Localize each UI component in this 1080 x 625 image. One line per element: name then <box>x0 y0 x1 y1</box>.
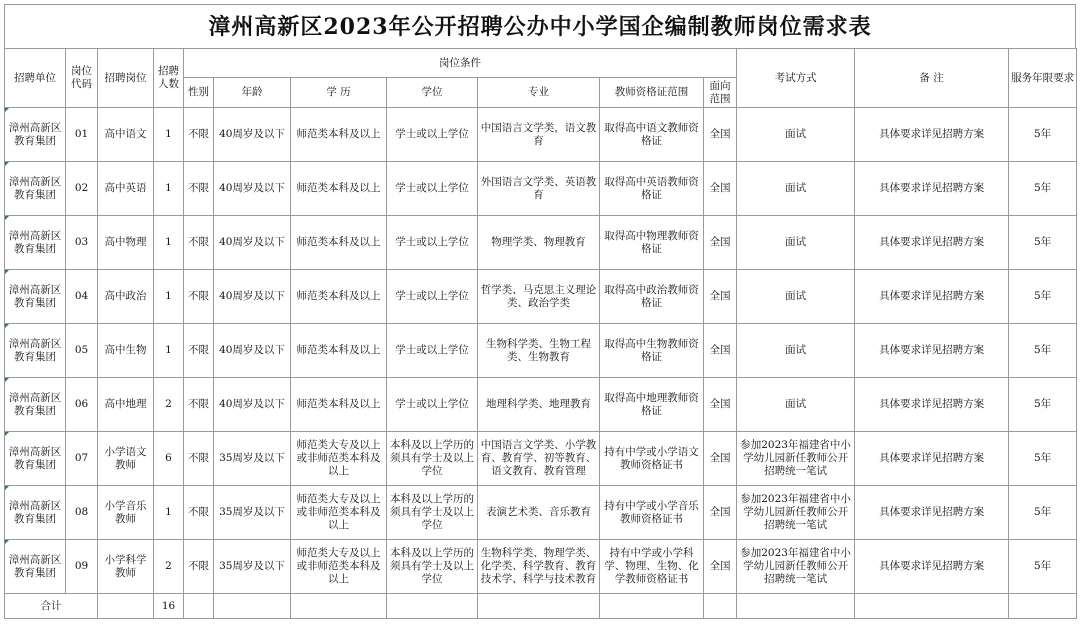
cell-unit-text: 漳州高新区教育集团 <box>8 337 62 363</box>
table-row <box>5 162 1077 216</box>
cell-age: 40周岁及以下 <box>214 270 291 324</box>
cell-marker-icon <box>5 108 9 112</box>
total-empty-cell <box>98 594 154 619</box>
total-empty-cell <box>291 594 387 619</box>
cell-count: 1 <box>154 324 184 378</box>
cell-service: 5年 <box>1009 324 1077 378</box>
cell-position: 小学音乐教师 <box>98 486 154 540</box>
cell-count: 2 <box>154 378 184 432</box>
cell-unit-text: 漳州高新区教育集团 <box>8 283 62 309</box>
cell-cert: 取得高中物理教师资格证 <box>600 216 704 270</box>
cell-unit <box>5 432 66 486</box>
cell-degree: 学士或以上学位 <box>387 324 478 378</box>
cell-remark: 具体要求详见招聘方案 <box>855 216 1009 270</box>
cell-scope: 全国 <box>704 108 737 162</box>
table-body <box>5 108 1077 619</box>
cell-major: 地理科学类、地理教育 <box>478 378 600 432</box>
cell-code: 07 <box>66 432 98 486</box>
cell-major: 物理学类、物理教育 <box>478 216 600 270</box>
cell-service: 5年 <box>1009 432 1077 486</box>
cell-service: 5年 <box>1009 270 1077 324</box>
cell-count: 2 <box>154 540 184 594</box>
cell-unit-text: 漳州高新区教育集团 <box>8 499 62 525</box>
table-row <box>5 378 1077 432</box>
table-row <box>5 324 1077 378</box>
cell-gender: 不限 <box>184 378 214 432</box>
cell-code: 02 <box>66 162 98 216</box>
cell-unit <box>5 270 66 324</box>
cell-scope: 全国 <box>704 378 737 432</box>
cell-count: 1 <box>154 108 184 162</box>
total-count: 16 <box>154 594 184 619</box>
cell-cert: 持有中学或小学音乐教师资格证书 <box>600 486 704 540</box>
header-code: 岗位代码 <box>66 49 98 108</box>
cell-scope: 全国 <box>704 216 737 270</box>
cell-position: 高中语文 <box>98 108 154 162</box>
cell-service: 5年 <box>1009 540 1077 594</box>
cell-marker-icon <box>5 162 9 166</box>
total-empty-cell <box>478 594 600 619</box>
cell-scope: 全国 <box>704 162 737 216</box>
cell-age: 40周岁及以下 <box>214 378 291 432</box>
cell-unit-text: 漳州高新区教育集团 <box>8 175 62 201</box>
cell-exam: 面试 <box>737 108 855 162</box>
cell-exam: 参加2023年福建省中小学幼儿园新任教师公开招聘统一笔试 <box>737 540 855 594</box>
cell-unit <box>5 162 66 216</box>
cell-unit-text: 漳州高新区教育集团 <box>8 445 62 471</box>
cell-count: 1 <box>154 216 184 270</box>
header-degree: 学位 <box>387 78 478 108</box>
cell-position: 高中英语 <box>98 162 154 216</box>
cell-code: 09 <box>66 540 98 594</box>
cell-service: 5年 <box>1009 216 1077 270</box>
cell-marker-icon <box>5 324 9 328</box>
total-empty-cell <box>737 594 855 619</box>
cell-scope: 全国 <box>704 486 737 540</box>
cell-scope: 全国 <box>704 540 737 594</box>
cell-code: 03 <box>66 216 98 270</box>
cell-remark: 具体要求详见招聘方案 <box>855 540 1009 594</box>
total-empty-cell <box>600 594 704 619</box>
cell-position: 小学语文教师 <box>98 432 154 486</box>
cell-count: 6 <box>154 432 184 486</box>
cell-exam: 面试 <box>737 324 855 378</box>
table-row <box>5 432 1077 486</box>
cell-age: 40周岁及以下 <box>214 216 291 270</box>
cell-cert: 取得高中生物教师资格证 <box>600 324 704 378</box>
cell-position: 小学科学教师 <box>98 540 154 594</box>
cell-unit-text: 漳州高新区教育集团 <box>8 553 62 579</box>
header-major: 专业 <box>478 78 600 108</box>
cell-scope: 全国 <box>704 270 737 324</box>
header-count: 招聘人数 <box>154 49 184 108</box>
cell-code: 08 <box>66 486 98 540</box>
cell-unit <box>5 108 66 162</box>
cell-age: 35周岁及以下 <box>214 540 291 594</box>
cell-degree: 学士或以上学位 <box>387 108 478 162</box>
cell-exam: 面试 <box>737 270 855 324</box>
cell-remark: 具体要求详见招聘方案 <box>855 486 1009 540</box>
cell-degree: 学士或以上学位 <box>387 378 478 432</box>
cell-gender: 不限 <box>184 486 214 540</box>
header-remark: 备 注 <box>855 49 1009 108</box>
cell-unit <box>5 486 66 540</box>
cell-degree: 本科及以上学历的须具有学士及以上学位 <box>387 432 478 486</box>
cell-position: 高中政治 <box>98 270 154 324</box>
cell-count: 1 <box>154 486 184 540</box>
cell-gender: 不限 <box>184 108 214 162</box>
cell-major: 生物科学类、生物工程类、生物教育 <box>478 324 600 378</box>
cell-gender: 不限 <box>184 324 214 378</box>
cell-cert: 持有中学或小学科学、物理、生物、化学教师资格证书 <box>600 540 704 594</box>
cell-age: 40周岁及以下 <box>214 162 291 216</box>
cell-code: 04 <box>66 270 98 324</box>
cell-remark: 具体要求详见招聘方案 <box>855 162 1009 216</box>
cell-cert: 取得高中语文教师资格证 <box>600 108 704 162</box>
cell-marker-icon <box>5 378 9 382</box>
cell-remark: 具体要求详见招聘方案 <box>855 108 1009 162</box>
total-row <box>5 594 1077 619</box>
cell-remark: 具体要求详见招聘方案 <box>855 432 1009 486</box>
header-age: 年龄 <box>214 78 291 108</box>
cell-count: 1 <box>154 270 184 324</box>
cell-code: 06 <box>66 378 98 432</box>
cell-degree: 本科及以上学历的须具有学士及以上学位 <box>387 486 478 540</box>
total-label: 合计 <box>5 594 98 619</box>
cell-education: 师范类本科及以上 <box>291 108 387 162</box>
total-empty-cell <box>704 594 737 619</box>
cell-cert: 取得高中英语教师资格证 <box>600 162 704 216</box>
cell-major: 哲学类、马克思主义理论类、政治学类 <box>478 270 600 324</box>
header-gender: 性别 <box>184 78 214 108</box>
cell-education: 师范类本科及以上 <box>291 378 387 432</box>
cell-gender: 不限 <box>184 162 214 216</box>
header-education: 学 历 <box>291 78 387 108</box>
header-unit: 招聘单位 <box>5 49 66 108</box>
cell-education: 师范类本科及以上 <box>291 216 387 270</box>
header-exam: 考试方式 <box>737 49 855 108</box>
recruitment-sheet <box>4 4 1076 619</box>
header-scope: 面向范围 <box>704 78 737 108</box>
cell-major: 生物科学类、物理学类、化学类、科学教育、教育技术学、科学与技术教育 <box>478 540 600 594</box>
cell-remark: 具体要求详见招聘方案 <box>855 324 1009 378</box>
cell-cert: 持有中学或小学语文教师资格证书 <box>600 432 704 486</box>
cell-age: 40周岁及以下 <box>214 324 291 378</box>
cell-marker-icon <box>5 270 9 274</box>
cell-unit-text: 漳州高新区教育集团 <box>8 391 62 417</box>
cell-code: 01 <box>66 108 98 162</box>
total-empty-cell <box>184 594 214 619</box>
cell-exam: 参加2023年福建省中小学幼儿园新任教师公开招聘统一笔试 <box>737 432 855 486</box>
cell-service: 5年 <box>1009 162 1077 216</box>
header-service: 服务年限要求 <box>1009 49 1077 108</box>
position-table <box>4 48 1077 619</box>
cell-marker-icon <box>5 486 9 490</box>
cell-major: 外国语言文学类、英语教育 <box>478 162 600 216</box>
cell-unit-text: 漳州高新区教育集团 <box>8 121 62 147</box>
table-row <box>5 486 1077 540</box>
total-empty-cell <box>1009 594 1077 619</box>
cell-gender: 不限 <box>184 216 214 270</box>
cell-position: 高中地理 <box>98 378 154 432</box>
cell-position: 高中物理 <box>98 216 154 270</box>
cell-marker-icon <box>5 216 9 220</box>
cell-unit <box>5 540 66 594</box>
cell-gender: 不限 <box>184 432 214 486</box>
cell-education: 师范类大专及以上或非师范类本科及以上 <box>291 486 387 540</box>
cell-count: 1 <box>154 162 184 216</box>
cell-marker-icon <box>5 432 9 436</box>
table-row <box>5 108 1077 162</box>
cell-major: 中国语言文学类、小学教育、教育学、初等教育、语文教育、教育管理 <box>478 432 600 486</box>
cell-major: 表演艺术类、音乐教育 <box>478 486 600 540</box>
cell-unit-text: 漳州高新区教育集团 <box>8 229 62 255</box>
cell-cert: 取得高中政治教师资格证 <box>600 270 704 324</box>
cell-unit <box>5 324 66 378</box>
cell-remark: 具体要求详见招聘方案 <box>855 270 1009 324</box>
cell-exam: 面试 <box>737 162 855 216</box>
cell-exam: 面试 <box>737 378 855 432</box>
cell-cert: 取得高中地理教师资格证 <box>600 378 704 432</box>
header-position: 招聘岗位 <box>98 49 154 108</box>
cell-marker-icon <box>5 540 9 544</box>
table-row <box>5 216 1077 270</box>
cell-scope: 全国 <box>704 324 737 378</box>
cell-service: 5年 <box>1009 108 1077 162</box>
table-row <box>5 540 1077 594</box>
cell-code: 05 <box>66 324 98 378</box>
cell-position: 高中生物 <box>98 324 154 378</box>
cell-education: 师范类本科及以上 <box>291 270 387 324</box>
header-cert: 教师资格证范围 <box>600 78 704 108</box>
cell-age: 35周岁及以下 <box>214 486 291 540</box>
cell-gender: 不限 <box>184 270 214 324</box>
cell-service: 5年 <box>1009 486 1077 540</box>
cell-age: 35周岁及以下 <box>214 432 291 486</box>
cell-degree: 本科及以上学历的须具有学士及以上学位 <box>387 540 478 594</box>
cell-service: 5年 <box>1009 378 1077 432</box>
cell-major: 中国语言文学类，语文教育 <box>478 108 600 162</box>
cell-unit <box>5 216 66 270</box>
cell-degree: 学士或以上学位 <box>387 162 478 216</box>
cell-scope: 全国 <box>704 432 737 486</box>
table-row <box>5 270 1077 324</box>
total-empty-cell <box>855 594 1009 619</box>
cell-degree: 学士或以上学位 <box>387 270 478 324</box>
cell-age: 40周岁及以下 <box>214 108 291 162</box>
cell-degree: 学士或以上学位 <box>387 216 478 270</box>
page-title: 漳州高新区2023年公开招聘公办中小学国企编制教师岗位需求表 <box>4 4 1076 48</box>
cell-education: 师范类大专及以上或非师范类本科及以上 <box>291 540 387 594</box>
header-conditions: 岗位条件 <box>184 49 737 78</box>
total-empty-cell <box>214 594 291 619</box>
cell-education: 师范类本科及以上 <box>291 324 387 378</box>
cell-exam: 参加2023年福建省中小学幼儿园新任教师公开招聘统一笔试 <box>737 486 855 540</box>
cell-exam: 面试 <box>737 216 855 270</box>
cell-education: 师范类大专及以上或非师范类本科及以上 <box>291 432 387 486</box>
cell-remark: 具体要求详见招聘方案 <box>855 378 1009 432</box>
total-empty-cell <box>387 594 478 619</box>
cell-gender: 不限 <box>184 540 214 594</box>
cell-unit <box>5 378 66 432</box>
cell-education: 师范类本科及以上 <box>291 162 387 216</box>
